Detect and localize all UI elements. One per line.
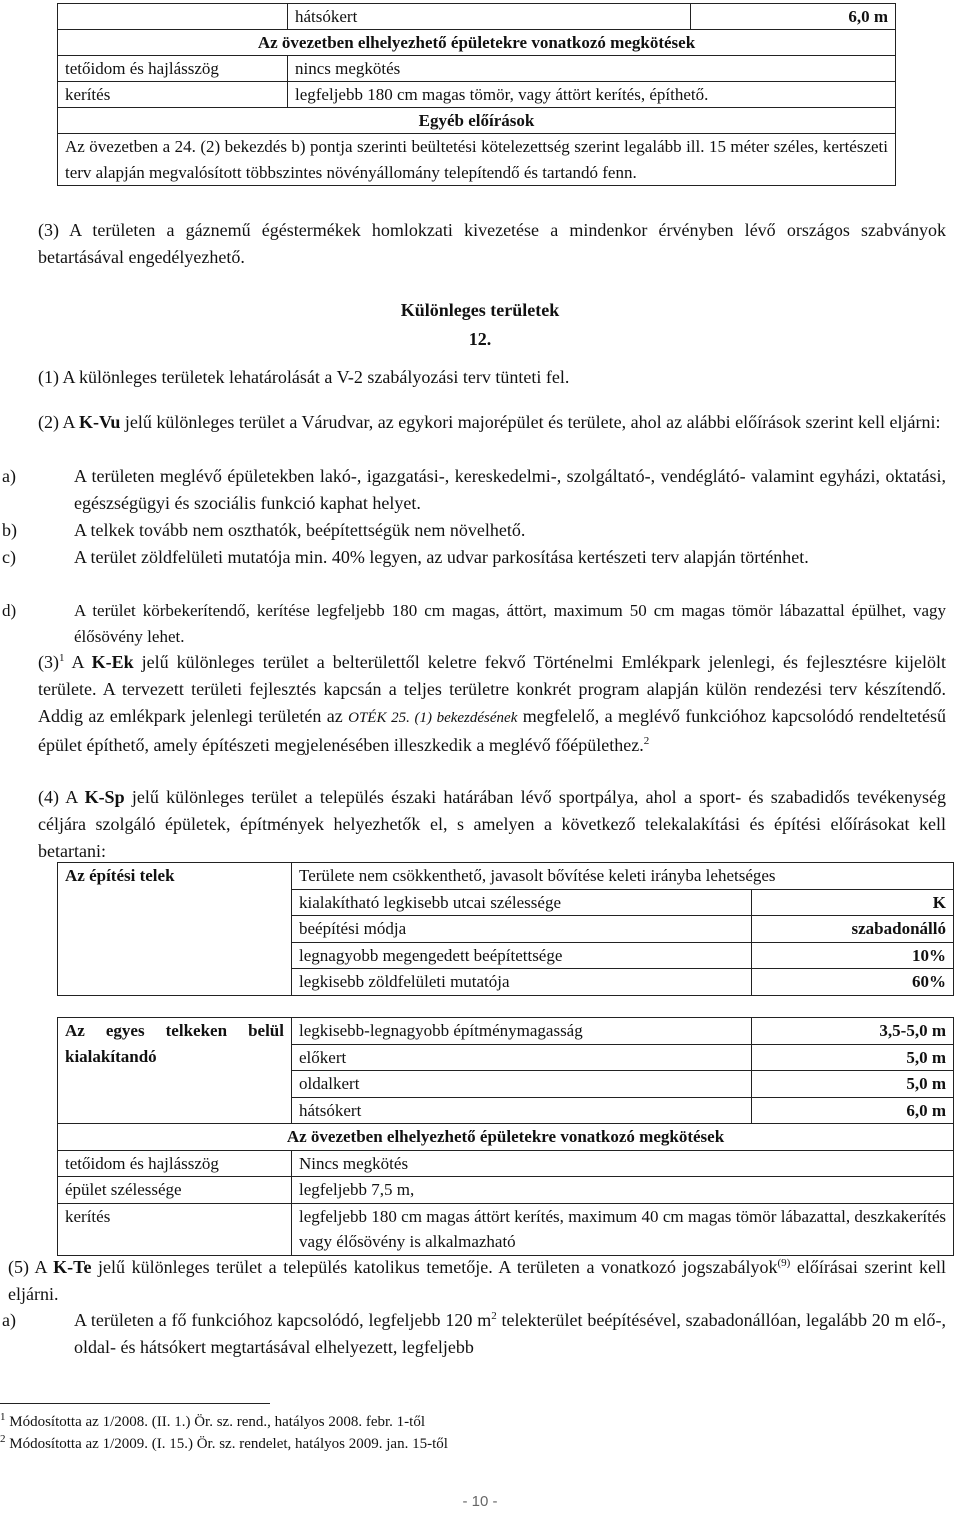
plot-details-table bbox=[57, 1017, 954, 1256]
page-number: - 10 - bbox=[462, 1493, 498, 1510]
row-label: hátsókert bbox=[288, 4, 691, 30]
footnote: $^1$ Módosította az 1/2008. (II. 1.) Ör. sz. rend., hatályos 2008. febr. 1-től bbox=[0, 1411, 426, 1430]
paragraph-3: $(3)^1$ A K-Ek jelű különleges terület a belterülettől keletre fekvő Történelmi Emlékpark jelenlegi, és fejlesztésre kijelölt területe. A tervezett területi fejlesztés kapcsán a teljes területre konkrét program alapján külön rendezési terv készítendő. Addig az emlékpark jelenlegi területén az OTÉK 25. (1) bekezdésének megfelelő, a meglévő funkcióhoz kapcsolódó rendeltetésű épület építhető, amely építészeti megjelenésében illeszkedik a meglévő főépülethez.$^2$ bbox=[38, 652, 946, 755]
zone-code: K-Ek bbox=[91, 652, 134, 672]
list-item: a) A területen meglévő épületekben lakó-, igazgatási-, kereskedelmi-, szolgáltató-, vendéglátó- valamint egyházi, oktatási, egészségügyi és szociális funkció kaphat helyet. bbox=[2, 466, 946, 513]
row-value: nincs megkötés bbox=[288, 56, 896, 82]
row-value: 5,0 m bbox=[752, 1044, 954, 1071]
table-row bbox=[58, 30, 896, 56]
row-label: beépítési módja bbox=[292, 916, 752, 943]
table-heading: Az övezetben elhelyezhető épületekre vonatkozó megkötések bbox=[58, 30, 896, 56]
footnote: $^2$ Módosította az 1/2009. (I. 15.) Ör. sz. rendelet, hatályos 2009. jan. 15-től bbox=[0, 1433, 448, 1452]
table-row bbox=[58, 1203, 954, 1255]
table-row-header: Az építési telek bbox=[58, 863, 292, 996]
row-value: legfeljebb 180 cm magas áttört kerítés, maximum 40 cm magas tömör lábazattal, deszkakerítés vagy élősövény is alkalmazható bbox=[292, 1203, 954, 1255]
row-value: legfeljebb 180 cm magas tömör, vagy áttört kerítés, építhető. bbox=[288, 82, 896, 108]
table-row bbox=[58, 1150, 954, 1177]
paragraph-2: (2) A K-Vu jelű különleges terület a Várudvar, az egykori majorépület és területe, ahol az alábbi előírások szerint kell eljárni: bbox=[38, 412, 941, 432]
row-value: K bbox=[752, 889, 954, 916]
row-value: legfeljebb 7,5 m, bbox=[292, 1177, 954, 1204]
zoning-table-top bbox=[57, 3, 896, 186]
row-value: 10% bbox=[752, 942, 954, 969]
zone-code: K-Te bbox=[53, 1257, 92, 1277]
paragraph-5: (5) A K-Te jelű különleges terület a település katolikus temetője. A területen a vonatkozó jogszabályok$^{(9)}$ előírásai szerint kell eljárni. bbox=[8, 1257, 946, 1304]
row-value: 6,0 m bbox=[752, 1097, 954, 1124]
building-plot-table bbox=[57, 862, 954, 996]
list-item: b) A telkek tovább nem oszthatók, beépítettségük nem növelhető. bbox=[2, 520, 526, 540]
table-heading: Az övezetben elhelyezhető épületekre vonatkozó megkötések bbox=[58, 1124, 954, 1151]
footnote-ref[interactable]: 1 bbox=[59, 652, 65, 664]
section-number: 12. bbox=[468, 329, 492, 349]
row-label: hátsókert bbox=[292, 1097, 752, 1124]
paragraph-1: (1) A különleges területek lehatárolását a V-2 szabályozási terv tünteti fel. bbox=[38, 367, 570, 387]
row-value: 6,0 m bbox=[691, 4, 896, 30]
table-row bbox=[58, 82, 896, 108]
zone-code: K-Vu bbox=[79, 412, 121, 432]
row-value: szabadonálló bbox=[752, 916, 954, 943]
table-row bbox=[58, 134, 896, 186]
table-row-header: Az egyes telkeken belül kialakítandó bbox=[58, 1018, 292, 1124]
table-row bbox=[58, 56, 896, 82]
row-label: legkisebb zöldfelületi mutatója bbox=[292, 969, 752, 996]
row-label: oldalkert bbox=[292, 1071, 752, 1098]
row-text: Az övezetben a 24. (2) bekezdés b) pontja szerinti beültetési kötelezettség szerint legalább ill. 15 méter széles, kertészeti terv alapján megvalósított többszintes növényállomány telepítendő és tartandó fenn. bbox=[58, 134, 896, 186]
row-value: 60% bbox=[752, 969, 954, 996]
paragraph-3-prev: (3) A területen a gáznemű égéstermékek homlokzati kivezetése a mindenkor érvényben lévő országos szabványok betartásával engedélyezhető. bbox=[38, 220, 946, 267]
row-label: kerítés bbox=[58, 82, 288, 108]
paragraph-4: (4) A K-Sp jelű különleges terület a település északi határában lévő sportpálya, ahol a sport- és szabadidős tevékenység céljára szolgáló épületek, építmények helyezhetők el, s amelyen a következő telekalakítási és építési előírásokat kell betartani: bbox=[38, 787, 946, 861]
list-item: d) A terület körbekerítendő, kerítése legfeljebb 180 cm magas, áttört, maximum 50 cm magas tömör lábazattal épülhet, vagy élősövény lehet. bbox=[2, 601, 946, 646]
row-value: 5,0 m bbox=[752, 1071, 954, 1098]
row-label: épület szélessége bbox=[58, 1177, 292, 1204]
table-row bbox=[58, 863, 954, 890]
table-row bbox=[58, 1124, 954, 1151]
row-label: tetőidom és hajlásszög bbox=[58, 1150, 292, 1177]
footnote-separator bbox=[0, 1403, 270, 1404]
footnote-ref[interactable]: 2 bbox=[643, 735, 650, 747]
table-row bbox=[58, 108, 896, 134]
row-label: tetőidom és hajlásszög bbox=[58, 56, 288, 82]
row-label: legnagyobb megengedett beépítettsége bbox=[292, 942, 752, 969]
row-value: Területe nem csökkenthető, javasolt bővítése keleti irányba lehetséges bbox=[292, 863, 954, 890]
row-value: Nincs megkötés bbox=[292, 1150, 954, 1177]
table-heading: Egyéb előírások bbox=[58, 108, 896, 134]
row-label: előkert bbox=[292, 1044, 752, 1071]
footnote-ref[interactable]: (9) bbox=[777, 1257, 791, 1269]
table-row bbox=[58, 1177, 954, 1204]
zone-code: K-Sp bbox=[84, 787, 125, 807]
row-label: kialakítható legkisebb utcai szélessége bbox=[292, 889, 752, 916]
table-row bbox=[58, 4, 896, 30]
table-row bbox=[58, 1018, 954, 1045]
row-label: kerítés bbox=[58, 1203, 292, 1255]
list-item: a) A területen a fő funkcióhoz kapcsolódó, legfeljebb 120 $m^2$ telekterület beépítésével, szabadonállóan, legalább 20 m elő-, oldal- és hátsókert megtartásával elhelyezett, legfeljebb bbox=[2, 1310, 946, 1357]
legal-reference: OTÉK 25. (1) bekezdésének bbox=[348, 710, 518, 726]
row-value: 3,5-5,0 m bbox=[752, 1018, 954, 1045]
section-title: Különleges területek bbox=[400, 300, 560, 320]
list-item: c) A terület zöldfelületi mutatója min. 40% legyen, az udvar parkosítása kertészeti terv alapján történhet. bbox=[2, 547, 809, 567]
row-label: legkisebb-legnagyobb építménymagasság bbox=[292, 1018, 752, 1045]
